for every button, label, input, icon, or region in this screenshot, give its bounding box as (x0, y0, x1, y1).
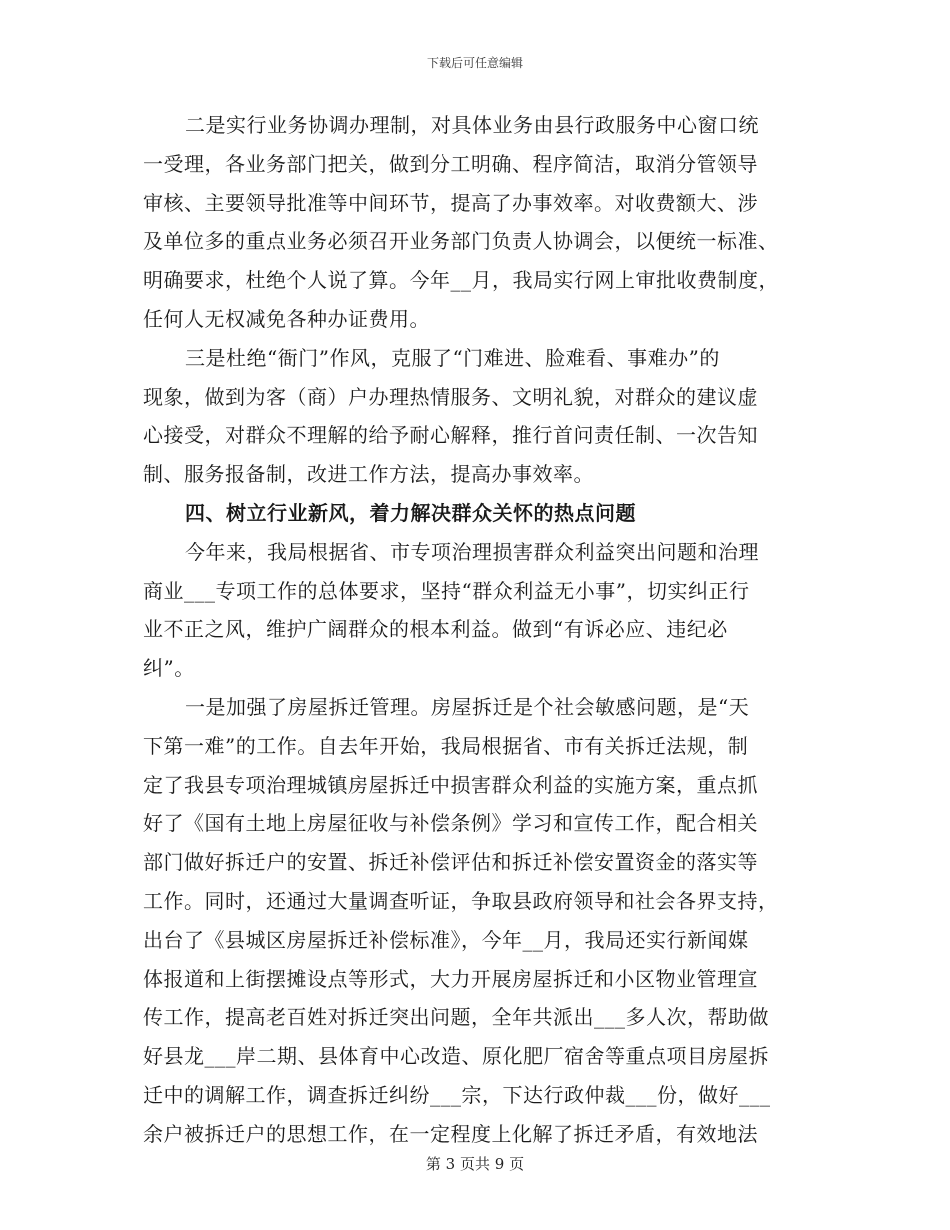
document-body (143, 106, 807, 1154)
body-line: 出台了《县城区房屋拆迁补偿标准》，今年__月，我局还实行新闻媒 (143, 927, 749, 952)
page-number-footer: 第 3 页共 9 页 (425, 1155, 525, 1173)
body-line: 业不正之风，维护广阔群众的根本利益。做到“有诉必应、违纪必 (143, 617, 728, 642)
body-line: 下第一难”的工作。自去年开始，我局根据省、市有关拆迁法规，制 (143, 733, 749, 758)
body-line: 体报道和上街摆摊设点等形式，大力开展房屋拆迁和小区物业管理宣 (143, 966, 758, 991)
body-line: 一受理，各业务部门把关，做到分工明确、程序简洁，取消分管领导 (143, 151, 758, 176)
body-line: 商业___专项工作的总体要求，坚持“群众利益无小事”，切实纠正行 (143, 578, 750, 603)
body-line: 审核、主要领导批准等中间环节，提高了办事效率。对收费额大、涉 (143, 190, 758, 215)
body-line: 任何人无权减免各种办证费用。 (143, 306, 430, 331)
body-line: 好县龙___岸二期、县体育中心改造、原化肥厂宿舍等重点项目房屋拆 (143, 1044, 769, 1069)
body-line: 好了《国有土地上房屋征收与补偿条例》学习和宣传工作，配合相关 (143, 811, 758, 836)
body-line: 今年来，我局根据省、市专项治理损害群众利益突出问题和治理 (185, 539, 759, 564)
body-line: 纠”。 (143, 656, 195, 681)
body-line: 及单位多的重点业务必须召开业务部门负责人协调会，以便统一标准、 (143, 229, 779, 254)
body-line: 心接受，对群众不理解的给予耐心解释，推行首问责任制、一次告知 (143, 423, 758, 448)
section-heading: 四、树立行业新风，着力解决群众关怀的热点问题 (185, 500, 636, 525)
body-line: 部门做好拆迁户的安置、拆迁补偿评估和拆迁补偿安置资金的落实等 (143, 850, 758, 875)
body-line: 一是加强了房屋拆迁管理。房屋拆迁是个社会敏感问题，是“天 (185, 694, 750, 719)
body-line: 二是实行业务协调办理制，对具体业务由县行政服务中心窗口统 (185, 113, 759, 137)
body-line: 工作。同时，还通过大量调查听证，争取县政府领导和社会各界支持， (143, 888, 779, 913)
page-header-note: 下载后可任意编辑 (426, 56, 523, 70)
body-line: 定了我县专项治理城镇房屋拆迁中损害群众利益的实施方案，重点抓 (143, 772, 758, 797)
body-line: 迁中的调解工作，调查拆迁纠纷___宗，下达行政仲裁___份，做好___ (143, 1082, 771, 1107)
body-line: 制、服务报备制，改进工作方法，提高办事效率。 (143, 462, 594, 487)
body-line: 余户被拆迁户的思想工作，在一定程度上化解了拆迁矛盾，有效地法 (143, 1121, 758, 1146)
body-line: 传工作，提高老百姓对拆迁突出问题，全年共派出___多人次，帮助做 (143, 1005, 769, 1030)
body-line: 明确要求，杜绝个人说了算。今年__月，我局实行网上审批收费制度， (143, 268, 779, 293)
body-line: 现象，做到为客（商）户办理热情服务、文明礼貌，对群众的建议虚 (143, 384, 758, 409)
body-line: 三是杜绝“衙门”作风，克服了“门难进、脸难看、事难办”的 (185, 345, 720, 370)
